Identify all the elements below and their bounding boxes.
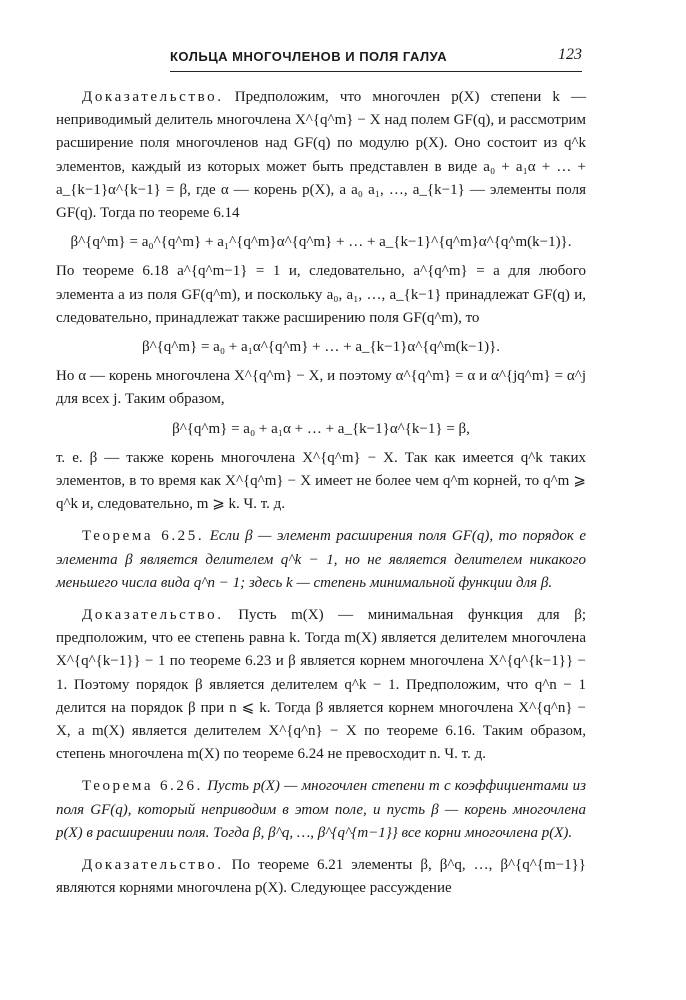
formula-1: β^{q^m} = a₀^{q^m} + a₁^{q^m}α^{q^m} + … + a_{k−1}^{q^m}α^{q^m(k−1)}. xyxy=(70,234,572,251)
paragraph-2: По теореме 6.18 a^{q^m−1} = 1 и, следовательно, a^{q^m} = a для любого элемента a из поля GF(q^m), и поскольку a₀, a₁, …, a_{k−1} принадлежат GF(q) и, следовательно, принадлежат также расширению поля GF(q^m), то xyxy=(56,263,586,326)
theorem-label: Теорема 6.26. xyxy=(82,778,203,795)
proof-label: Доказательство. xyxy=(82,89,224,105)
formula-3: β^{q^m} = a₀ + a₁α + … + a_{k−1}α^{k−1} = β, xyxy=(172,420,470,437)
proof-text: Пусть m(X) — минимальная функция для β; предположим, что ее степень равна k. Тогда m(X) является делителем многочлена X^{q^{k−1}} − 1 по теореме 6.23 и β является корнем многочлена X^{q^{k−1}} − 1. Поэтому порядок β является делителем q^k − 1. Предположим, что q^n − 1 делится на порядок β при n ⩽ k. Тогда β является корнем многочлена X^{q^n} − X, а m(X) является делителем X^{q^n} − X по теореме 6.16. Таким образом, степень многочлена m(X) по теореме 6.24 не превосходит n. Ч. т. д. xyxy=(56,607,586,763)
paragraph-3: Но α — корень многочлена X^{q^m} − X, и поэтому α^{q^m} = α и α^{jq^m} = α^j для всех j. Таким образом, xyxy=(56,368,586,408)
theorem-6-26 xyxy=(56,775,586,845)
proof-paragraph-1 xyxy=(56,86,586,225)
page-header xyxy=(170,46,582,68)
running-title: КОЛЬЦА МНОГОЧЛЕНОВ И ПОЛЯ ГАЛУА xyxy=(170,49,448,64)
proof-text: По теореме 6.21 элементы β, β^q, …, β^{q^{m−1}} являются корнями многочлена p(X). Следующее рассуждение xyxy=(56,857,586,897)
proof-paragraph-3 xyxy=(56,854,586,900)
proof-label: Доказательство. xyxy=(82,857,224,874)
proof-label: Доказательство. xyxy=(82,607,224,624)
paragraph-4: т. е. β — также корень многочлена X^{q^m} − X. Так как имеется q^k таких элементов, в то время как X^{q^m} − X имеет не более чем q^m корней, то q^m ⩾ q^k и, следовательно, m ⩾ k. Ч. т. д. xyxy=(56,449,586,513)
theorem-statement: Пусть p(X) — многочлен степени m с коэффициентами из поля GF(q), который неприводим в этом поле, и пусть β — корень многочлена p(X) в расширении поля. Тогда β, β^q, …, β^{q^{m−1}} все корни многочлена p(X). xyxy=(56,778,587,841)
theorem-statement: Если β — элемент расширения поля GF(q), то порядок е элемента β является делителем q^k − 1, но не является делителем никакого меньшего числа вида q^n − 1; здесь k — степень минимальной функции для β. xyxy=(56,528,586,591)
proof-paragraph-2 xyxy=(56,604,586,766)
theorem-label: Теорема 6.25. xyxy=(82,528,205,545)
page-number: 123 xyxy=(558,46,582,63)
formula-2: β^{q^m} = a₀ + a₁α^{q^m} + … + a_{k−1}α^{q^m(k−1)}. xyxy=(141,339,501,356)
main-text xyxy=(56,86,586,901)
proof-text: Предположим, что многочлен p(X) степени k — неприводимый делитель многочлена X^{q^m} − X над полем GF(q), и рассмотрим расширение поля многочленов над GF(q) по модулю p(X). Оно состоит из q^k элементов, каждый из которых может быть представлен в виде a₀ + a₁α + … + a_{k−1}α^{k−1} = β, где α — корень p(X), а a₀ a₁, …, a_{k−1} — элементы поля GF(q). Тогда по теореме 6.14 xyxy=(56,89,587,222)
theorem-6-25 xyxy=(56,525,586,595)
header-rule xyxy=(170,71,582,72)
